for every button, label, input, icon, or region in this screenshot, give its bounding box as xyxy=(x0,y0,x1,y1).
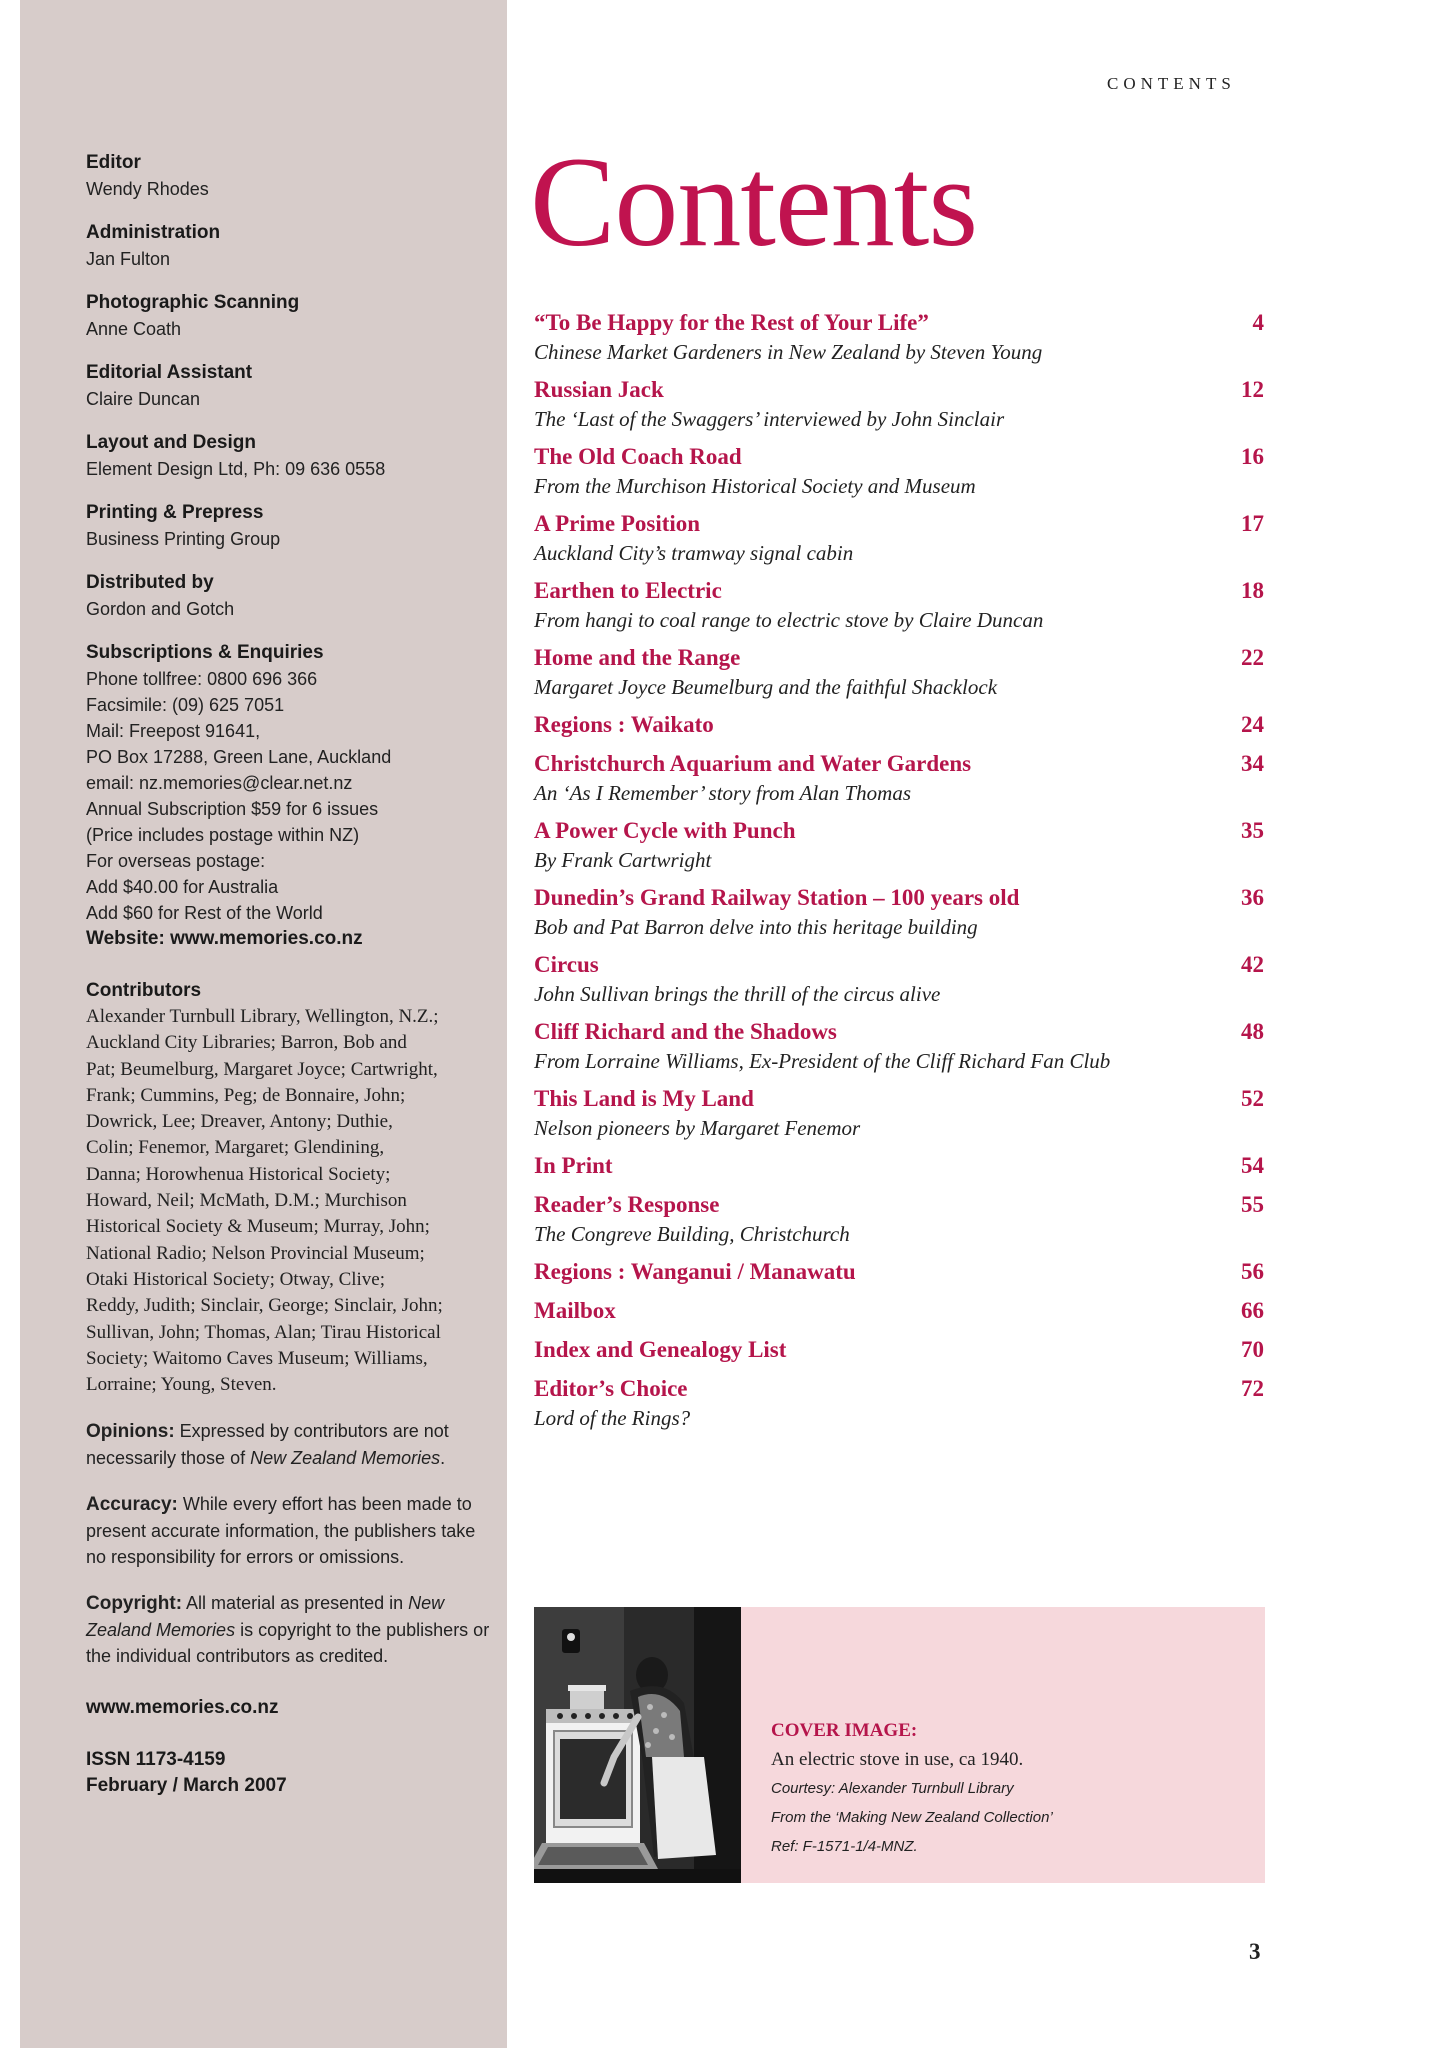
contributor-line: Danna; Horowhenua Historical Society; xyxy=(86,1163,391,1185)
toc-entry-page: 16 xyxy=(1241,444,1264,469)
website-footer: www.memories.co.nz xyxy=(86,1697,279,1719)
contributors-heading: Contributors xyxy=(86,980,202,1001)
toc-entry-title: Home and the Range xyxy=(534,645,741,670)
contributor-line: National Radio; Nelson Provincial Museum; xyxy=(86,1242,425,1264)
contributor-line: Sullivan, John; Thomas, Alan; Tirau Historical xyxy=(86,1321,441,1343)
contributor-line: Howard, Neil; McMath, D.M.; Murchison xyxy=(86,1190,407,1212)
toc-entry-row xyxy=(534,1017,1264,1047)
contributor-line: Auckland City Libraries; Barron, Bob and xyxy=(86,1032,407,1054)
credit-name: Gordon and Gotch xyxy=(86,599,235,619)
toc-entry[interactable] xyxy=(534,442,1264,500)
opinions-note xyxy=(86,1418,496,1471)
toc-entry-title: Earthen to Electric xyxy=(534,578,722,603)
toc-entry[interactable] xyxy=(534,816,1264,874)
credits-list xyxy=(86,150,496,622)
toc-entry[interactable] xyxy=(534,1335,1264,1365)
toc-entry[interactable] xyxy=(534,1257,1264,1287)
toc-entry-title: The Old Coach Road xyxy=(534,444,742,469)
credit-block xyxy=(86,570,496,622)
toc-entry[interactable] xyxy=(534,883,1264,941)
subscriptions-lines xyxy=(86,666,496,926)
toc-entry[interactable] xyxy=(534,375,1264,433)
subscription-line: Phone tollfree: 0800 696 366 xyxy=(86,669,318,689)
toc-entry-page: 36 xyxy=(1241,885,1264,910)
cover-ref: Ref: F-1571-1/4-MNZ. xyxy=(771,1838,918,1855)
cover-image-box xyxy=(534,1607,1265,1883)
toc-entry[interactable] xyxy=(534,1017,1264,1075)
toc-entry-subtitle: Lord of the Rings? xyxy=(534,1406,691,1430)
toc-entry-page: 54 xyxy=(1241,1153,1264,1178)
toc-entry-title: Dunedin’s Grand Railway Station – 100 years old xyxy=(534,885,1020,910)
credit-role: Editor xyxy=(86,152,141,173)
toc-entry-page: 22 xyxy=(1241,645,1264,670)
toc-entry-row xyxy=(534,643,1264,673)
toc-entry-row xyxy=(534,308,1264,338)
credit-block xyxy=(86,360,496,412)
toc-entry-title: Editor’s Choice xyxy=(534,1376,688,1401)
toc-entry-row xyxy=(534,509,1264,539)
toc-entry-row xyxy=(534,749,1264,779)
toc-entry-row xyxy=(534,1296,1264,1326)
accuracy-label: Accuracy: xyxy=(86,1494,178,1516)
contributor-line: Alexander Turnbull Library, Wellington, N.Z.; xyxy=(86,1006,439,1027)
toc-entry-page: 24 xyxy=(1241,712,1264,737)
toc-entry[interactable] xyxy=(534,308,1264,366)
contributor-line: Dowrick, Lee; Dreaver, Antony; Duthie, xyxy=(86,1111,393,1133)
credit-block xyxy=(86,220,496,272)
toc-entry-title: Russian Jack xyxy=(534,377,664,402)
masthead-sidebar xyxy=(20,0,507,2048)
copyright-text-b: is copyright to the publishers or the individual contributors as credited. xyxy=(86,1620,490,1667)
subscriptions-heading: Subscriptions & Enquiries xyxy=(86,642,324,663)
copyright-text-a: All material as presented in xyxy=(182,1593,409,1614)
subscription-line: (Price includes postage within NZ) xyxy=(86,825,360,845)
opinions-text-b: . xyxy=(440,1448,446,1469)
contributors-block xyxy=(86,978,496,1398)
toc-entry-title: “To Be Happy for the Rest of Your Life” xyxy=(534,310,929,335)
toc-entry-row xyxy=(534,1374,1264,1404)
toc-entry-subtitle: Margaret Joyce Beumelburg and the faithful Shacklock xyxy=(534,675,998,699)
toc-entry-page: 70 xyxy=(1241,1337,1264,1362)
toc-entry-page: 55 xyxy=(1241,1192,1264,1217)
credit-role: Photographic Scanning xyxy=(86,292,300,313)
credit-name: Claire Duncan xyxy=(86,389,201,409)
toc-entry-title: Index and Genealogy List xyxy=(534,1337,787,1362)
toc-entry-subtitle: The ‘Last of the Swaggers’ interviewed by John Sinclair xyxy=(534,407,1005,431)
toc-entry-subtitle: Bob and Pat Barron delve into this heritage building xyxy=(534,915,978,939)
subscriptions-website: Website: www.memories.co.nz xyxy=(86,928,363,949)
credit-role: Administration xyxy=(86,222,221,243)
copyright-italic: New Zealand Memories xyxy=(86,1593,445,1641)
toc-entry-row xyxy=(534,816,1264,846)
contributor-line: Colin; Fenemor, Margaret; Glendining, xyxy=(86,1137,385,1159)
credit-name: Business Printing Group xyxy=(86,529,281,549)
opinions-italic: New Zealand Memories xyxy=(250,1448,441,1469)
toc-entry-page: 48 xyxy=(1241,1019,1264,1044)
toc-entry-page: 34 xyxy=(1241,751,1264,776)
toc-entry-row xyxy=(534,442,1264,472)
toc-entry-title: This Land is My Land xyxy=(534,1086,754,1111)
issue-block xyxy=(86,1747,496,1799)
credit-name: Jan Fulton xyxy=(86,249,171,269)
credit-name: Element Design Ltd, Ph: 09 636 0558 xyxy=(86,459,386,479)
toc-entry-subtitle: From Lorraine Williams, Ex-President of the Cliff Richard Fan Club xyxy=(534,1049,1111,1073)
toc-entry-subtitle: The Congreve Building, Christchurch xyxy=(534,1222,850,1246)
toc-entry-row xyxy=(534,1335,1264,1365)
cover-courtesy: Courtesy: Alexander Turnbull Library xyxy=(771,1780,1014,1797)
toc-entry-title: Regions : Wanganui / Manawatu xyxy=(534,1259,856,1284)
toc-entry-title: Reader’s Response xyxy=(534,1192,720,1217)
toc-entry-page: 66 xyxy=(1241,1298,1264,1323)
cover-caption xyxy=(771,1717,1241,1861)
toc-entry-title: A Prime Position xyxy=(534,511,701,536)
credit-name: Wendy Rhodes xyxy=(86,179,209,199)
toc-entry-subtitle: From hangi to coal range to electric stove by Claire Duncan xyxy=(534,608,1044,632)
contributor-line: Pat; Beumelburg, Margaret Joyce; Cartwright, xyxy=(86,1058,438,1080)
toc-entry-row xyxy=(534,1190,1264,1220)
credit-role: Distributed by xyxy=(86,572,214,593)
subscription-line: PO Box 17288, Green Lane, Auckland xyxy=(86,747,392,767)
toc-entry-page: 12 xyxy=(1241,377,1264,402)
credit-block xyxy=(86,150,496,202)
toc-entry-subtitle: Nelson pioneers by Margaret Fenemor xyxy=(534,1116,861,1140)
toc-entry[interactable] xyxy=(534,749,1264,807)
toc-entry-page: 18 xyxy=(1241,578,1264,603)
subscription-line: Add $60 for Rest of the World xyxy=(86,903,323,923)
website-footer-block xyxy=(86,1695,496,1721)
subscriptions-block xyxy=(86,640,496,952)
credit-name: Anne Coath xyxy=(86,319,182,339)
subscription-line: Annual Subscription $59 for 6 issues xyxy=(86,799,379,819)
toc-entry-row xyxy=(534,950,1264,980)
opinions-text-a: Expressed by contributors are not necessarily those of xyxy=(86,1421,449,1469)
toc-entry-subtitle: John Sullivan brings the thrill of the circus alive xyxy=(534,982,941,1006)
subscription-line: email: nz.memories@clear.net.nz xyxy=(86,773,353,793)
opinions-label: Opinions: xyxy=(86,1421,175,1443)
toc-entry-subtitle: An ‘As I Remember’ story from Alan Thomas xyxy=(534,781,911,805)
contributors-lines xyxy=(86,1004,496,1398)
toc-entry-page: 35 xyxy=(1241,818,1264,843)
cover-heading: COVER IMAGE: xyxy=(771,1720,918,1741)
toc-entry-subtitle: By Frank Cartwright xyxy=(534,848,712,872)
toc-entry-row xyxy=(534,1151,1264,1181)
cover-photo xyxy=(534,1607,741,1883)
subscription-line: Mail: Freepost 91641, xyxy=(86,721,261,741)
copyright-label: Copyright: xyxy=(86,1593,183,1615)
subscription-line: Add $40.00 for Australia xyxy=(86,877,279,897)
table-of-contents xyxy=(534,308,1264,1441)
contributor-line: Society; Waitomo Caves Museum; Williams, xyxy=(86,1347,428,1369)
contributor-line: Otaki Historical Society; Otway, Clive; xyxy=(86,1268,386,1290)
credit-block xyxy=(86,430,496,482)
toc-entry[interactable] xyxy=(534,710,1264,740)
toc-entry-title: In Print xyxy=(534,1153,613,1178)
toc-entry-page: 52 xyxy=(1241,1086,1264,1111)
toc-entry-title: Christchurch Aquarium and Water Gardens xyxy=(534,751,972,776)
toc-entry-row xyxy=(534,883,1264,913)
toc-entry-page: 42 xyxy=(1241,952,1264,977)
issue-date: February / March 2007 xyxy=(86,1775,287,1797)
contributor-line: Reddy, Judith; Sinclair, George; Sinclair, John; xyxy=(86,1295,443,1317)
masthead-content xyxy=(86,150,496,1817)
accuracy-text: While every effort has been made to present accurate information, the publishers take no responsibility for errors or omissions. xyxy=(86,1494,476,1568)
subscription-line: Facsimile: (09) 625 7051 xyxy=(86,695,285,715)
accuracy-note xyxy=(86,1491,496,1570)
toc-entry[interactable] xyxy=(534,576,1264,634)
toc-entry[interactable] xyxy=(534,643,1264,701)
page-number: 3 xyxy=(1249,1939,1261,1964)
contributor-line: Frank; Cummins, Peg; de Bonnaire, John; xyxy=(86,1084,406,1106)
toc-entry[interactable] xyxy=(534,1190,1264,1248)
toc-entry[interactable] xyxy=(534,509,1264,567)
toc-entry-title: Circus xyxy=(534,952,599,977)
toc-entry-page: 72 xyxy=(1241,1376,1264,1401)
running-head: CONTENTS xyxy=(1107,74,1236,93)
cover-collection: From the ‘Making New Zealand Collection’ xyxy=(771,1809,1053,1826)
toc-entry[interactable] xyxy=(534,1374,1264,1432)
credit-role: Layout and Design xyxy=(86,432,256,453)
cover-photo-illustration xyxy=(534,1607,741,1883)
toc-entry-row xyxy=(534,710,1264,740)
toc-entry[interactable] xyxy=(534,1151,1264,1181)
toc-entry-row xyxy=(534,576,1264,606)
toc-entry-page: 56 xyxy=(1241,1259,1264,1284)
subscription-line: For overseas postage: xyxy=(86,851,266,871)
toc-entry[interactable] xyxy=(534,950,1264,1008)
contributor-line: Lorraine; Young, Steven. xyxy=(86,1374,277,1396)
toc-entry-title: Regions : Waikato xyxy=(534,712,714,737)
toc-entry-subtitle: Auckland City’s tramway signal cabin xyxy=(534,541,854,565)
toc-entry-row xyxy=(534,1084,1264,1114)
toc-entry-row xyxy=(534,375,1264,405)
toc-entry-page: 4 xyxy=(1252,310,1264,335)
contributor-line: Historical Society & Museum; Murray, John; xyxy=(86,1216,430,1238)
copyright-note xyxy=(86,1590,496,1669)
toc-entry-page: 17 xyxy=(1241,511,1264,536)
credit-block xyxy=(86,500,496,552)
page-title: Contents xyxy=(530,131,978,273)
toc-entry-subtitle: From the Murchison Historical Society and Museum xyxy=(534,474,976,498)
toc-entry[interactable] xyxy=(534,1296,1264,1326)
toc-entry[interactable] xyxy=(534,1084,1264,1142)
credit-block xyxy=(86,290,496,342)
toc-entry-title: Mailbox xyxy=(534,1298,616,1323)
credit-role: Editorial Assistant xyxy=(86,362,253,383)
toc-entry-subtitle: Chinese Market Gardeners in New Zealand by Steven Young xyxy=(534,340,1043,364)
cover-description: An electric stove in use, ca 1940. xyxy=(771,1749,1024,1770)
credit-role: Printing & Prepress xyxy=(86,502,264,523)
issn: ISSN 1173-4159 xyxy=(86,1749,226,1771)
toc-entry-title: Cliff Richard and the Shadows xyxy=(534,1019,837,1044)
toc-entry-title: A Power Cycle with Punch xyxy=(534,818,796,843)
toc-entry-row xyxy=(534,1257,1264,1287)
